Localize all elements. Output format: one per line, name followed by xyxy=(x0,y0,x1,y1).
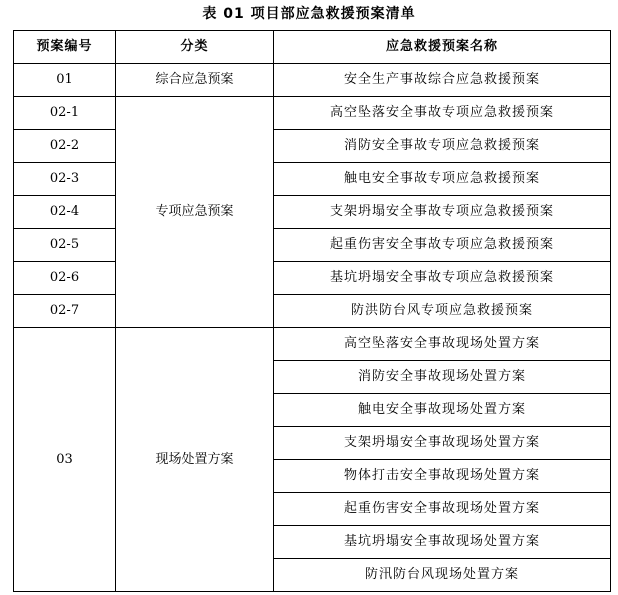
plan-code: 02-7 xyxy=(14,295,116,328)
table-row xyxy=(14,262,611,295)
plan-name: 物体打击安全事故现场处置方案 xyxy=(274,460,611,493)
plan-name: 高空坠落安全事故专项应急救援预案 xyxy=(274,97,611,130)
table-row xyxy=(14,163,611,196)
plan-name: 基坑坍塌安全事故专项应急救援预案 xyxy=(274,262,611,295)
plan-category: 现场处置方案 xyxy=(116,328,274,592)
plan-name: 消防安全事故现场处置方案 xyxy=(274,361,611,394)
header-category: 分类 xyxy=(116,31,274,64)
table-caption: 表 01 项目部应急救援预案清单 xyxy=(202,6,416,22)
header-plan-code: 预案编号 xyxy=(14,31,116,64)
table-row xyxy=(14,97,611,130)
table-row xyxy=(14,295,611,328)
plan-name: 支架坍塌安全事故专项应急救援预案 xyxy=(274,196,611,229)
table-row xyxy=(14,64,611,97)
plan-name: 起重伤害安全事故专项应急救援预案 xyxy=(274,229,611,262)
table-row xyxy=(14,229,611,262)
plan-name: 高空坠落安全事故现场处置方案 xyxy=(274,328,611,361)
table-row xyxy=(14,196,611,229)
table-row xyxy=(14,328,611,361)
plan-code: 02-5 xyxy=(14,229,116,262)
header-plan-name: 应急救援预案名称 xyxy=(274,31,611,64)
plan-category: 专项应急预案 xyxy=(116,97,274,328)
plan-name: 触电安全事故专项应急救援预案 xyxy=(274,163,611,196)
plan-name: 基坑坍塌安全事故现场处置方案 xyxy=(274,526,611,559)
table-row xyxy=(14,130,611,163)
plan-code: 02-2 xyxy=(14,130,116,163)
plan-category: 综合应急预案 xyxy=(116,64,274,97)
plan-code: 01 xyxy=(14,64,116,97)
emergency-plan-table xyxy=(13,30,611,592)
plan-code: 02-6 xyxy=(14,262,116,295)
plan-name: 安全生产事故综合应急救援预案 xyxy=(274,64,611,97)
plan-name: 防洪防台风专项应急救援预案 xyxy=(274,295,611,328)
plan-name: 触电安全事故现场处置方案 xyxy=(274,394,611,427)
plan-name: 支架坍塌安全事故现场处置方案 xyxy=(274,427,611,460)
plan-code: 02-4 xyxy=(14,196,116,229)
plan-code: 02-1 xyxy=(14,97,116,130)
plan-name: 消防安全事故专项应急救援预案 xyxy=(274,130,611,163)
plan-name: 防汛防台风现场处置方案 xyxy=(274,559,611,592)
plan-name: 起重伤害安全事故现场处置方案 xyxy=(274,493,611,526)
table-header-row xyxy=(14,31,611,64)
plan-code: 03 xyxy=(14,328,116,592)
plan-code: 02-3 xyxy=(14,163,116,196)
